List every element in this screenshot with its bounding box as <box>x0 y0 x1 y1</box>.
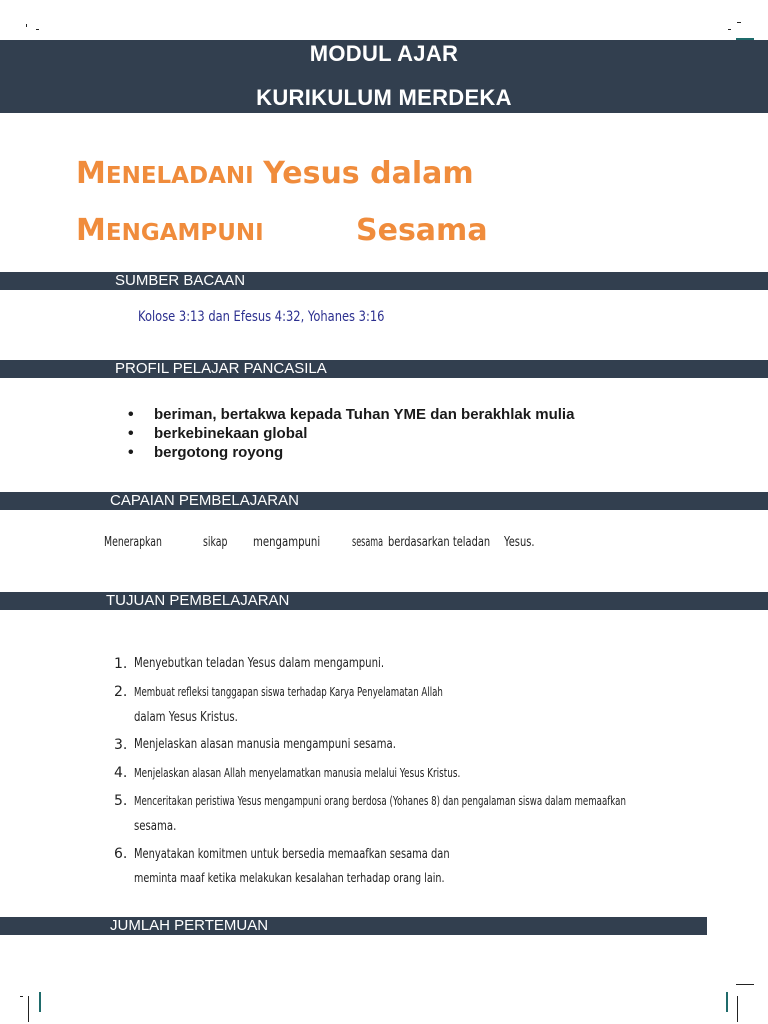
header-title-line1: MODUL AJAR <box>309 41 459 66</box>
crop-mark <box>28 996 29 1022</box>
goal-text: Menjelaskan alasan manusia mengampuni sesama. <box>134 737 396 752</box>
goal-text-cont: meminta maaf ketika melakukan kesalahan terhadap orang lain. <box>134 871 445 885</box>
crop-mark <box>736 984 754 985</box>
section-band-jumlah <box>0 917 707 935</box>
goal-number: 5. <box>114 793 128 809</box>
crop-mark <box>736 38 754 40</box>
list-item: • bergotong royong <box>128 443 574 462</box>
goal-text-cont: sesama. <box>134 819 177 834</box>
section-label-tujuan: TUJUAN PEMBELAJARAN <box>106 592 290 609</box>
source-references: Kolose 3:13 dan Efesus 4:32, Yohanes 3:16 <box>138 309 385 325</box>
crop-mark <box>39 992 41 1012</box>
section-label-sumber: SUMBER BACAAN <box>115 272 246 289</box>
capaian-word: sikap <box>203 535 228 550</box>
title-smallcaps: ENGAMPUNI <box>105 220 264 246</box>
profile-list <box>128 405 574 462</box>
crop-mark <box>728 29 731 30</box>
goal-text: Menyebutkan teladan Yesus dalam mengampuni. <box>134 656 385 671</box>
section-label-jumlah: JUMLAH PERTEMUAN <box>110 917 269 934</box>
crop-mark <box>737 996 738 1022</box>
title-rest: Sesama <box>356 213 488 248</box>
goal-text: Menyatakan komitmen untuk bersedia memaafkan sesama dan <box>134 847 450 862</box>
goal-number: 4. <box>114 765 128 781</box>
capaian-word: Menerapkan <box>104 535 162 550</box>
lesson-title-line1 <box>76 156 474 191</box>
crop-mark <box>36 29 39 30</box>
goal-text: Menceritakan peristiwa Yesus mengampuni orang berdosa (Yohanes 8) dan pengalaman siswa dalam memaafkan <box>134 794 626 808</box>
crop-mark <box>20 996 23 997</box>
goal-number: 1. <box>114 656 128 672</box>
crop-mark <box>737 22 741 23</box>
goal-text-cont: dalam Yesus Kristus. <box>134 710 238 725</box>
header-title-line2: KURIKULUM MERDEKA <box>256 85 512 110</box>
section-label-profil: PROFIL PELAJAR PANCASILA <box>115 360 327 377</box>
capaian-word: mengampuni <box>253 535 321 550</box>
capaian-word: sesama <box>352 535 384 550</box>
crop-mark <box>26 24 27 27</box>
capaian-word: berdasarkan teladan <box>388 535 491 550</box>
crop-mark <box>726 992 728 1012</box>
goal-number: 3. <box>114 737 128 753</box>
title-initial: M <box>76 213 106 248</box>
capaian-word: Yesus. <box>504 535 535 550</box>
section-label-capaian: CAPAIAN PEMBELAJARAN <box>110 492 299 509</box>
goal-number: 2. <box>114 684 128 700</box>
lesson-title-line2 <box>76 213 264 248</box>
goal-number: 6. <box>114 846 128 862</box>
goal-text: Membuat refleksi tanggapan siswa terhadap Karya Penyelamatan Allah <box>134 685 443 699</box>
title-initial: M <box>76 156 106 191</box>
list-item: • berkebinekaan global <box>128 424 574 443</box>
title-smallcaps: ENELADANI <box>105 163 254 189</box>
list-item: • beriman, bertakwa kepada Tuhan YME dan berakhlak mulia <box>128 405 574 424</box>
goal-text: Menjelaskan alasan Allah menyelamatkan manusia melalui Yesus Kristus. <box>134 766 461 780</box>
capaian-text <box>104 535 544 555</box>
title-rest: Yesus dalam <box>263 156 474 191</box>
